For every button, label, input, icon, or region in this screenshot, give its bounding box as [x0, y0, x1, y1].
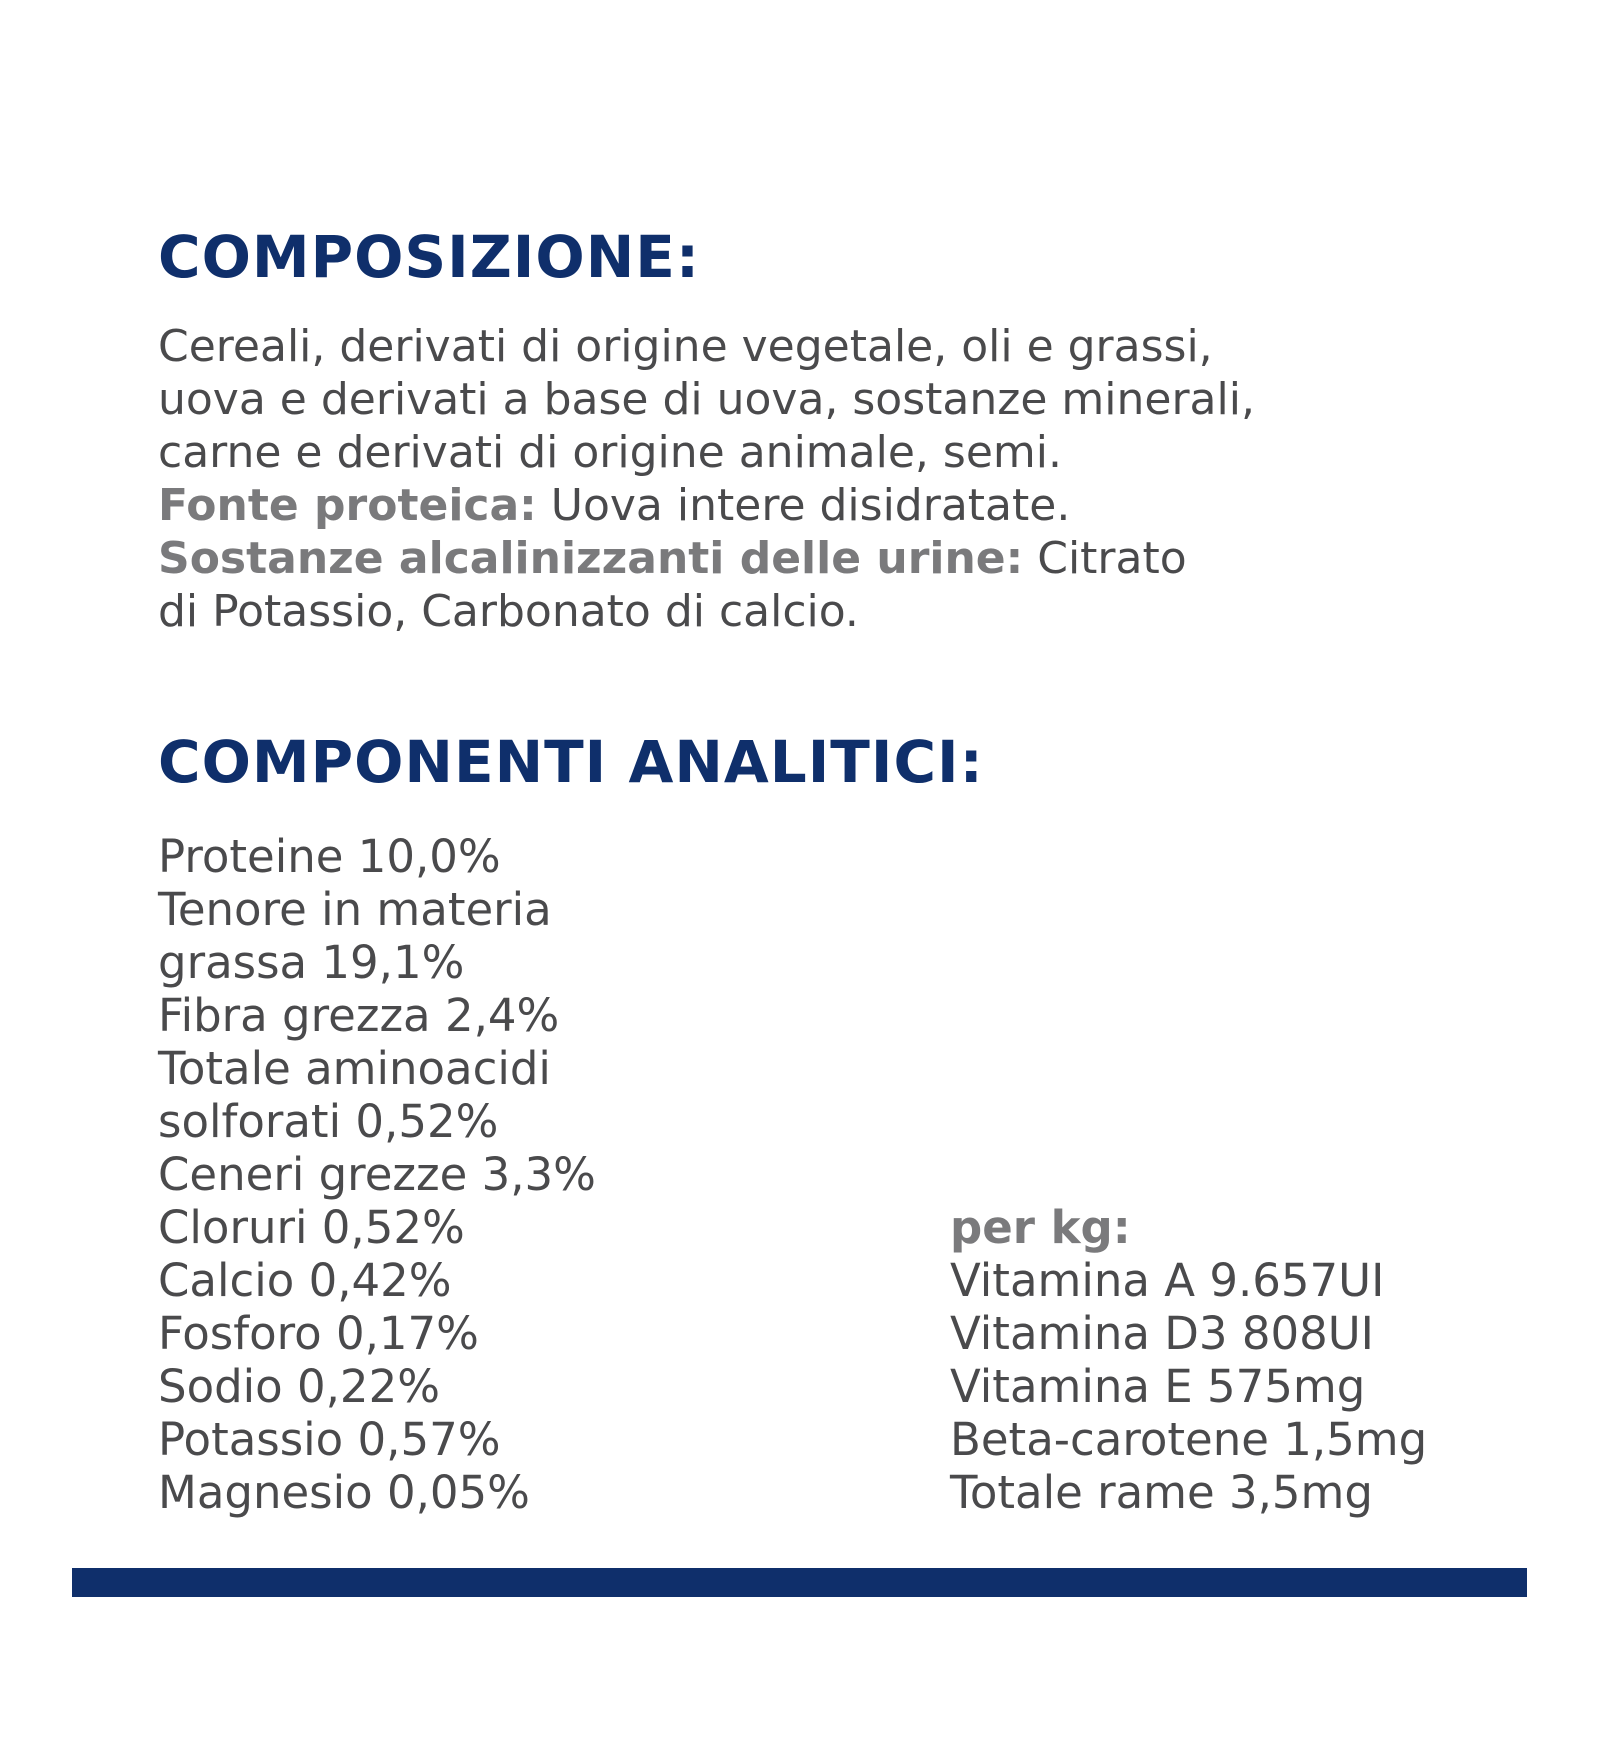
- urine-alkalinizers-value: Citrato: [1023, 533, 1187, 584]
- analytical-heading: COMPONENTI ANALITICI:: [158, 728, 984, 796]
- urine-alkalinizers-continuation: di Potassio, Carbonato di calcio.: [158, 586, 859, 637]
- list-item: Fibra grezza 2,4%: [158, 989, 560, 1042]
- list-item: Totale rame 3,5mg: [950, 1466, 1373, 1519]
- list-item: Sodio 0,22%: [158, 1360, 440, 1413]
- composition-text: [158, 320, 1255, 638]
- list-item: Magnesio 0,05%: [158, 1466, 530, 1519]
- composition-line: Cereali, derivati di origine vegetale, oli e grassi,: [158, 321, 1213, 372]
- list-item: Tenore in materia: [158, 883, 552, 936]
- list-item: Fosforo 0,17%: [158, 1307, 479, 1360]
- list-item: Proteine 10,0%: [158, 830, 501, 883]
- list-item: Vitamina D3 808UI: [950, 1307, 1374, 1360]
- list-item: Vitamina A 9.657UI: [950, 1254, 1385, 1307]
- composition-line: carne e derivati di origine animale, semi.: [158, 427, 1062, 478]
- composition-line: uova e derivati a base di uova, sostanze minerali,: [158, 374, 1255, 425]
- list-item: Totale aminoacidi: [158, 1042, 551, 1095]
- urine-alkalinizers-label: Sostanze alcalinizzanti delle urine:: [158, 533, 1024, 584]
- list-item: Vitamina E 575mg: [950, 1360, 1366, 1413]
- urine-alkalinizers-line: [158, 532, 1255, 585]
- list-item: Calcio 0,42%: [158, 1254, 452, 1307]
- footer-bar: [72, 1568, 1527, 1597]
- protein-source-line: [158, 479, 1255, 532]
- list-item: grassa 19,1%: [158, 936, 465, 989]
- list-item: Potassio 0,57%: [158, 1413, 501, 1466]
- list-item: Beta-carotene 1,5mg: [950, 1413, 1428, 1466]
- per-kg-label: per kg:: [950, 1201, 1131, 1254]
- analytical-list: [158, 830, 596, 1519]
- per-kg-list: [950, 1201, 1427, 1519]
- list-item: solforati 0,52%: [158, 1095, 499, 1148]
- list-item: Ceneri grezze 3,3%: [158, 1148, 596, 1201]
- composition-heading: COMPOSIZIONE:: [158, 223, 701, 291]
- list-item: Cloruri 0,52%: [158, 1201, 465, 1254]
- protein-source-label: Fonte proteica:: [158, 480, 537, 531]
- protein-source-value: Uova intere disidratate.: [536, 480, 1071, 531]
